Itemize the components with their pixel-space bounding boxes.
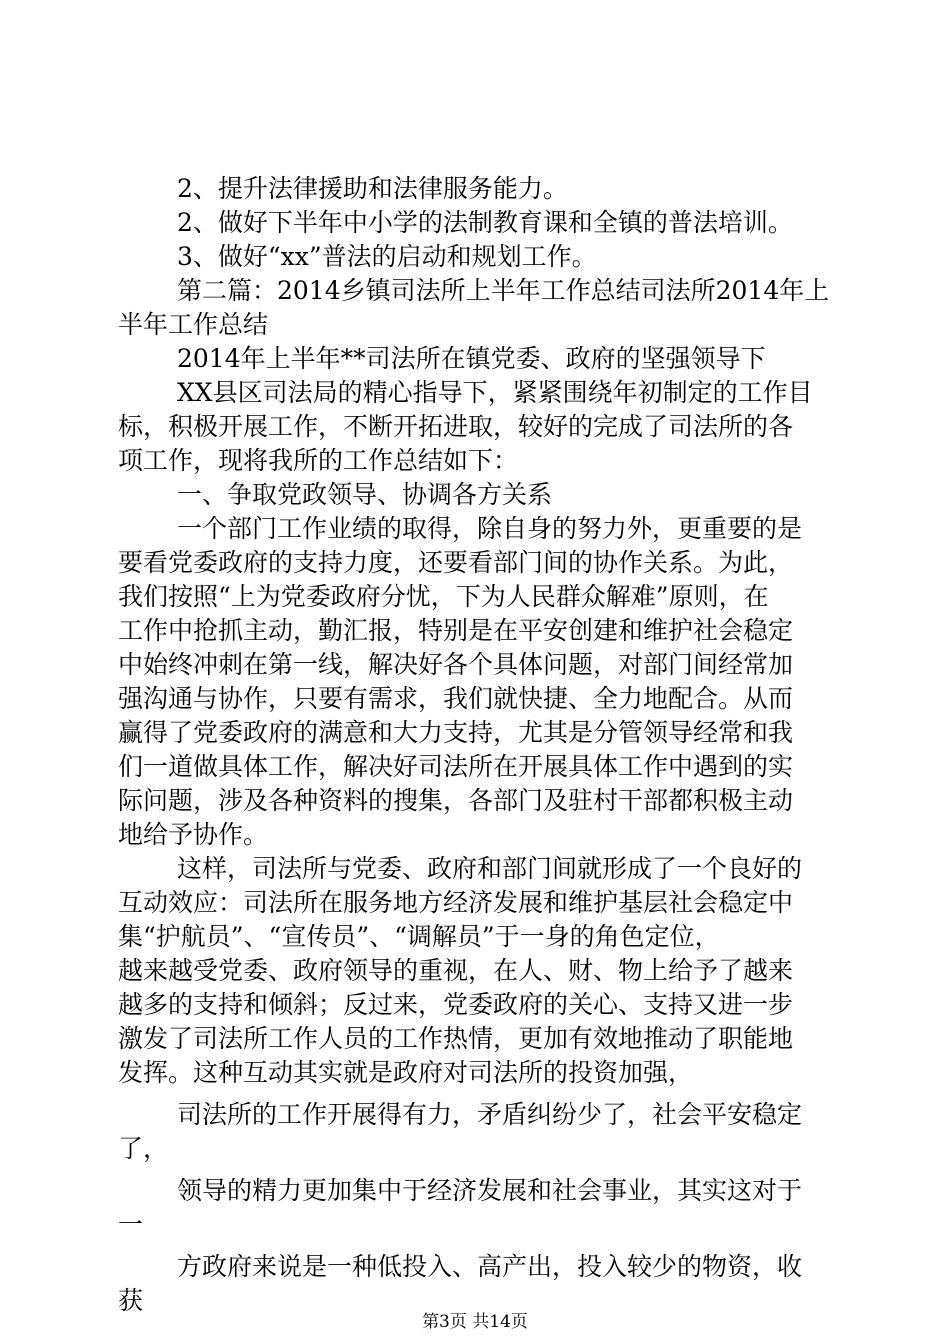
text-line: 第二篇：2014乡镇司法所上半年工作总结司法所2014年上: [177, 276, 830, 305]
text-line: 强沟通与协作，只要有需求，我们就快捷、全力地配合。从而: [118, 684, 794, 713]
text-line: 3、做好“xx”普法的启动和规划工作。: [177, 242, 597, 271]
text-line: 发挥。这种互动其实就是政府对司法所的投资加强，: [118, 1058, 694, 1087]
text-line: 越来越受党委、政府领导的重视，在人、财、物上给予了越来: [118, 956, 794, 985]
text-line: 2、做好下半年中小学的法制教育课和全镇的普法培训。: [177, 208, 793, 237]
text-line: XX县区司法局的精心指导下，紧紧围绕年初制定的工作目: [177, 378, 813, 407]
text-line: 2、提升法律援助和法律服务能力。: [177, 174, 568, 203]
text-line: 标，积极开展工作，不断开拓进取，较好的完成了司法所的各: [118, 412, 794, 441]
text-line: 一: [118, 1210, 144, 1239]
text-line: 工作中抢抓主动，勤汇报，特别是在平安创建和维护社会稳定: [118, 616, 794, 645]
text-line: 要看党委政府的支持力度，还要看部门间的协作关系。为此，: [118, 548, 794, 577]
text-line: 们一道做具体工作，解决好司法所在开展具体工作中遇到的实: [118, 752, 794, 781]
text-line: 司法所的工作开展得有力，矛盾纠纷少了，社会平安稳定: [177, 1100, 803, 1129]
text-line: 集“护航员”、“宣传员”、“调解员”于一身的角色定位，: [118, 922, 720, 951]
text-line: 我们按照“上为党委政府分忧，下为人民群众解难”原则，在: [118, 582, 769, 611]
text-line: 一、争取党政领导、协调各方关系: [177, 480, 553, 509]
page-number-footer: 第3页 共14页: [422, 1312, 528, 1332]
text-line: 一个部门工作业绩的取得，除自身的努力外，更重要的是: [177, 514, 803, 543]
text-line: 项工作，现将我所的工作总结如下：: [118, 446, 519, 475]
text-line: 半年工作总结: [118, 310, 269, 339]
text-line: 了，: [118, 1134, 169, 1163]
text-line: 中始终冲刺在第一线，解决好各个具体问题，对部门间经常加: [118, 650, 794, 679]
text-line: 方政府来说是一种低投入、高产出，投入较少的物资，收: [177, 1252, 803, 1281]
text-line: 际问题，涉及各种资料的搜集，各部门及驻村干部都积极主动: [118, 786, 794, 815]
text-line: 赢得了党委政府的满意和大力支持，尤其是分管领导经常和我: [118, 718, 794, 747]
text-line: 2014年上半年**司法所在镇党委、政府的坚强领导下: [177, 344, 766, 373]
text-line: 地给予协作。: [118, 820, 269, 849]
text-line: 互动效应：司法所在服务地方经济发展和维护基层社会稳定中: [118, 888, 794, 917]
text-line: 激发了司法所工作人员的工作热情，更加有效地推动了职能地: [118, 1024, 794, 1053]
text-line: 领导的精力更加集中于经济发展和社会事业，其实这对于: [177, 1176, 803, 1205]
text-line: 获: [118, 1286, 144, 1315]
text-line: 越多的支持和倾斜；反过来，党委政府的关心、支持又进一步: [118, 990, 794, 1019]
text-line: 这样，司法所与党委、政府和部门间就形成了一个良好的: [177, 854, 803, 883]
